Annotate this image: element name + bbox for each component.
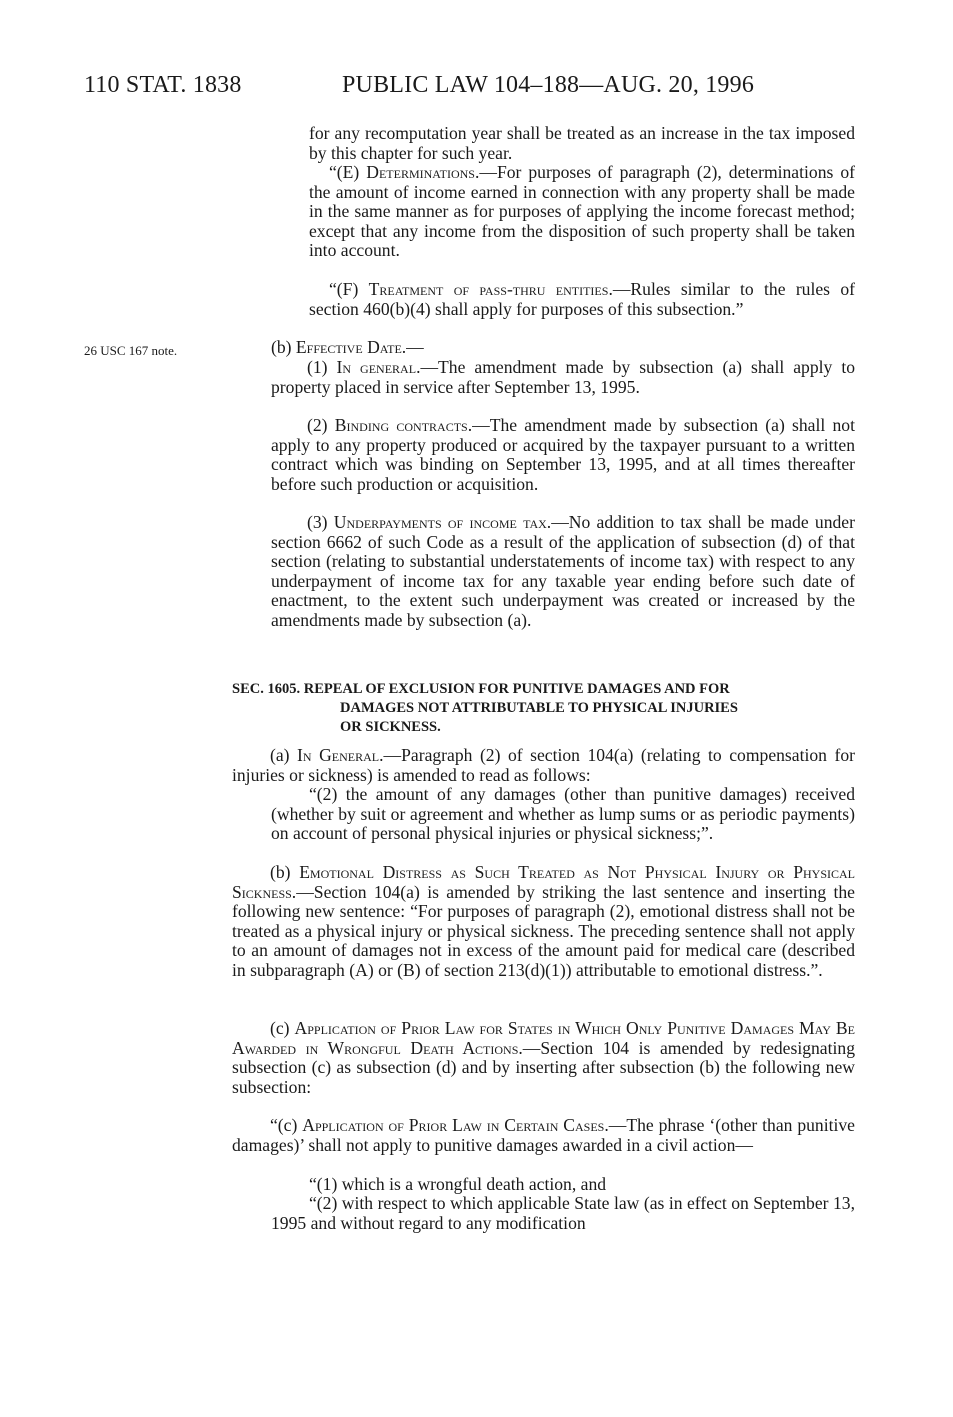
heading-in-general-1: In general (336, 357, 417, 377)
paragraph-emotional-distress: (b) Emotional Distress as Such Treated as Not Physical Injury or Physical Sickness.—Section 104(a) is amended by striking the last sentence and inserting the following new sentence: “For purposes of paragraph (2), emotional distress shall not be treated as a physical injury or physical sickness. The preceding sentence shall not apply to an amount of damages not in excess of the amount paid for medical care (described in subparagraph (A) or (B) of section 213(d)(1)) attributable to emotional distress.”. (232, 862, 855, 980)
heading-pass-thru: Treatment of pass-thru entities (368, 279, 609, 299)
paragraph-quoted-2: “(2) the amount of any damages (other than punitive damages) received (whether by suit or agreement and whether as lump sums or as periodic payments) on account of personal physical injuries or physical sickness;”. (271, 784, 855, 843)
paragraph-state-law: “(2) with respect to which applicable State law (as in effect on September 13, 1995 and without regard to any modification (271, 1193, 855, 1233)
margin-note: 26 USC 167 note. (84, 343, 178, 358)
paragraph-prior-law-certain-cases: “(c) Application of Prior Law in Certain Cases.—The phrase ‘(other than punitive damages)’ shall not apply to punitive damages awarded in a civil action— (232, 1115, 855, 1155)
heading-prior-law-states: Application of Prior Law for States in Which Only Punitive Damages May Be Awarded in Wrongful Death Actions (232, 1018, 855, 1058)
paragraph-recomputation: for any recomputation year shall be treated as an increase in the tax imposed by this chapter for such year. (309, 123, 855, 163)
section-title-line-1: REPEAL OF EXCLUSION FOR PUNITIVE DAMAGES AND FOR (300, 681, 730, 697)
paragraph-in-general-a: (a) In General.—Paragraph (2) of section 104(a) (relating to compensation for injuries or sickness) is amended to read as follows: (232, 745, 855, 785)
heading-in-general-a: In General (297, 745, 380, 765)
paragraph-wrongful-death: “(1) which is a wrongful death action, and (309, 1174, 607, 1194)
paragraph-pass-thru: “(F) Treatment of pass-thru entities.—Rules similar to the rules of section 460(b)(4) shall apply for purposes of this subsection.” (309, 279, 855, 319)
paragraph-determinations: “(E) Determinations.—For purposes of paragraph (2), determinations of the amount of income earned in connection with any property shall be made in the same manner as for purposes of applying the income forecast method; except that any income from the disposition of such property shall be taken into account. (309, 162, 855, 260)
section-heading-1605 (232, 680, 856, 737)
running-header-law: PUBLIC LAW 104–188—AUG. 20, 1996 (342, 72, 755, 98)
section-title-line-2: DAMAGES NOT ATTRIBUTABLE TO PHYSICAL INJURIES (340, 700, 738, 716)
heading-effective-date: Effective Date (295, 337, 402, 357)
heading-binding-contracts: Binding contracts (334, 415, 468, 435)
section-number: SEC. 1605. (232, 681, 301, 697)
section-title-line-3: OR SICKNESS. (340, 719, 441, 735)
heading-determinations: Determinations (366, 162, 475, 182)
heading-prior-law-certain-cases: Application of Prior Law in Certain Cases (302, 1115, 605, 1135)
paragraph-underpayments: (3) Underpayments of income tax.—No addition to tax shall be made under section 6662 of such Code as a result of the application of subsection (d) of that section (relating to substantial understatements of income tax) with respect to any underpayment of income tax for any taxable year ending before such date of enactment, to the extent such underpayment was created or increased by the amendments made by subsection (a). (271, 512, 855, 630)
heading-underpayments: Underpayments of income tax (333, 512, 547, 532)
paragraph-effective-date: (b) Effective Date.— (271, 337, 424, 357)
heading-emotional-distress: Emotional Distress as Such Treated as Not Physical Injury or Physical Sickness (232, 862, 855, 902)
paragraph-in-general-1: (1) In general.—The amendment made by subsection (a) shall apply to property placed in service after September 13, 1995. (271, 357, 856, 397)
paragraph-prior-law-states: (c) Application of Prior Law for States in Which Only Punitive Damages May Be Awarded in Wrongful Death Actions.—Section 104 is amended by redesignating subsection (c) as subsection (d) and by inserting after subsection (b) the following new subsection: (232, 1018, 855, 1097)
paragraph-binding-contracts: (2) Binding contracts.—The amendment made by subsection (a) shall not apply to any property produced or acquired by the taxpayer pursuant to a written contract which was binding on September 13, 1995, and at all times thereafter before such production or acquisition. (271, 415, 855, 494)
page-stat-citation: 110 STAT. 1838 (84, 72, 242, 98)
